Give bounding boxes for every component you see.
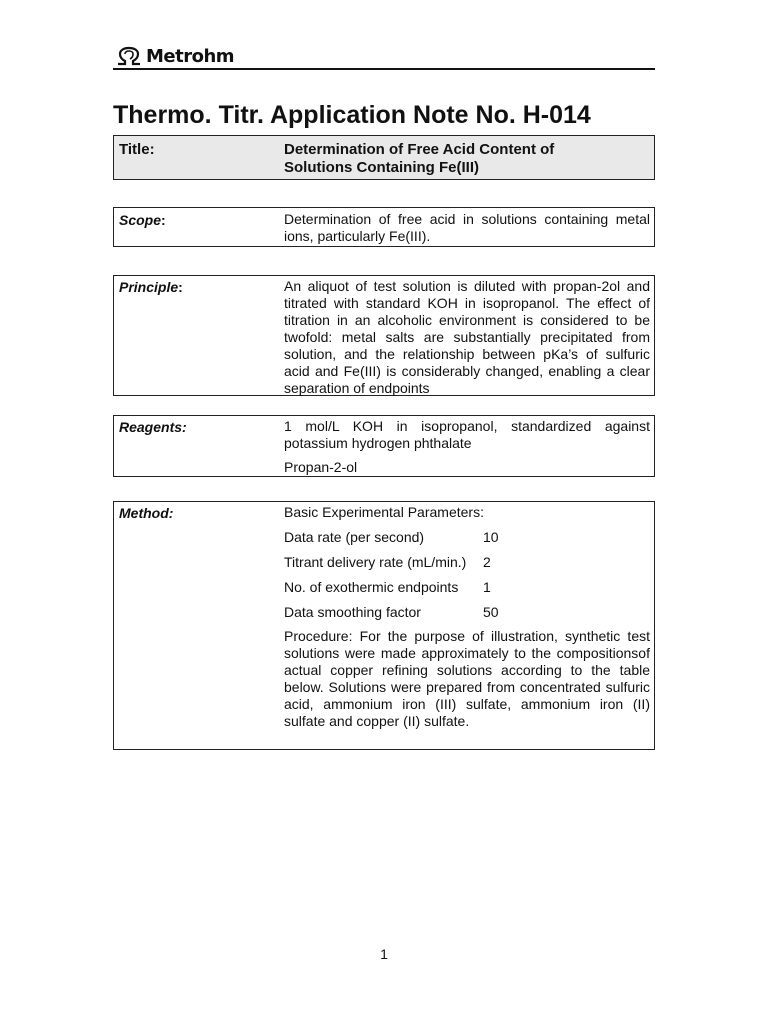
title-section <box>113 135 655 180</box>
procedure-text: Procedure: For the purpose of illustration, synthetic test solutions were made approximately to the compositionsof actual copper refining solutions according to the table below. Solutions were prepared from concentrated sulfuric acid, ammonium iron (III) sulfate, ammonium iron (II) sulfate and copper (II) sulfate. <box>284 628 650 729</box>
principle-section <box>113 275 655 396</box>
param-name: Data smoothing factor <box>284 604 421 620</box>
title-text <box>284 141 650 177</box>
param-value: 50 <box>483 604 499 620</box>
param-name: Data rate (per second) <box>284 529 425 545</box>
param-value: 2 <box>483 554 491 570</box>
param-value: 1 <box>483 579 491 595</box>
param-row <box>284 554 650 571</box>
page-number: 1 <box>380 946 388 962</box>
reagents-section <box>113 415 655 477</box>
param-name: Titrant delivery rate (mL/min.) <box>284 554 467 570</box>
title-line-2: Solutions Containing Fe(III) <box>284 159 479 176</box>
logo-text: Metrohm <box>146 45 235 67</box>
reagent-item: Propan-2-ol <box>284 459 358 475</box>
scope-label: Scope: <box>119 212 166 228</box>
principle-label: Principle: <box>119 279 183 295</box>
title-line-1: Determination of Free Acid Content of <box>284 141 555 158</box>
param-row <box>284 529 650 546</box>
document-title: Thermo. Titr. Application Note No. H-014 <box>113 101 591 129</box>
method-content <box>284 504 650 730</box>
reagent-item: 1 mol/L KOH in isopropanol, standardized against potassium hydrogen phthalate <box>284 418 650 451</box>
omega-icon <box>116 46 142 66</box>
param-value: 10 <box>483 529 499 545</box>
param-name: No. of exothermic endpoints <box>284 579 459 595</box>
scope-section <box>113 207 655 247</box>
metrohm-logo <box>116 44 234 68</box>
reagents-list <box>284 418 650 476</box>
method-label: Method: <box>119 505 174 521</box>
header-rule <box>113 68 655 70</box>
param-row <box>284 579 650 596</box>
method-intro: Basic Experimental Parameters: <box>284 504 484 520</box>
scope-text: Determination of free acid in solutions containing metal ions, particularly Fe(III). <box>284 211 650 244</box>
principle-text: An aliquot of test solution is diluted with propan-2ol and titrated with standard KOH in isopropanol. The effect of titration in an alcoholic environment is considered to be twofold: metal salts are substantially precipitated from solution, and the relationship between pKa’s of sulfuric acid and Fe(III) is considerably changed, enabling a clear separation of endpoints <box>284 278 650 396</box>
reagents-label: Reagents: <box>119 419 187 435</box>
title-label: Title: <box>119 141 155 158</box>
method-section <box>113 501 655 750</box>
param-row <box>284 604 650 621</box>
